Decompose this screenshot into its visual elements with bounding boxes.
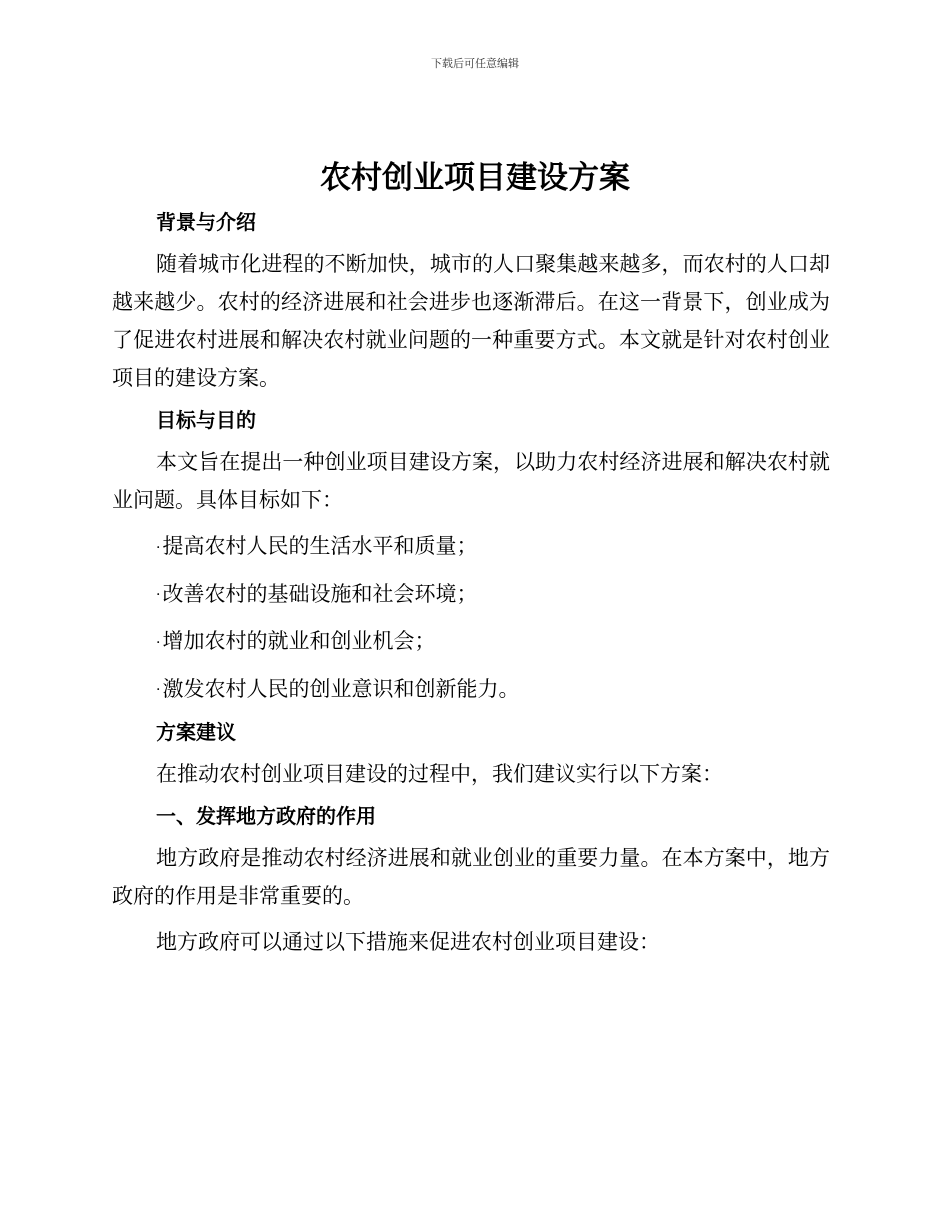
section-heading-goals: 目标与目的 (156, 408, 256, 432)
bullet-icon: · (156, 682, 161, 698)
list-item (112, 575, 830, 615)
list-item (112, 670, 830, 710)
paragraph-proposal: 在推动农村创业项目建设的过程中，我们建议实行以下方案： (156, 762, 723, 786)
header-note: 下载后可任意编辑 (431, 57, 519, 70)
document-body (112, 200, 830, 969)
list-item (112, 527, 830, 567)
list-item-text: 激发农村人民的创业意识和创新能力。 (162, 676, 520, 701)
list-item-text: 增加农村的就业和创业机会； (162, 629, 436, 653)
section-heading-government: 一、发挥地方政府的作用 (156, 804, 376, 828)
list-item-text: 改善农村的基础设施和社会环境； (162, 581, 478, 606)
paragraph-government-2: 地方政府可以通过以下措施来促进农村创业项目建设： (156, 930, 660, 954)
paragraph-goals-intro: 本文旨在提出一种创业项目建设方案，以助力农村经济进展和解决农村就业问题。具体目标如下： (112, 450, 830, 512)
section-heading-background: 背景与介绍 (156, 210, 256, 234)
list-item (112, 622, 830, 662)
bullet-icon: · (156, 587, 161, 603)
bullet-icon: · (156, 634, 161, 651)
paragraph-government-1: 地方政府是推动农村经济进展和就业创业的重要力量。在本方案中，地方政府的作用是非常重要的。 (112, 846, 830, 908)
bullet-icon: · (156, 539, 161, 556)
page-title: 农村创业项目建设方案 (320, 160, 630, 196)
section-heading-proposal: 方案建议 (156, 720, 236, 744)
paragraph-background: 随着城市化进程的不断加快，城市的人口聚集越来越多，而农村的人口却越来越少。农村的经济进展和社会进步也逐渐滞后。在这一背景下，创业成为了促进农村进展和解决农村就业问题的一种重要方式。本文就是针对农村创业项目的建设方案。 (112, 252, 830, 390)
list-item-text: 提高农村人民的生活水平和质量； (162, 534, 478, 558)
